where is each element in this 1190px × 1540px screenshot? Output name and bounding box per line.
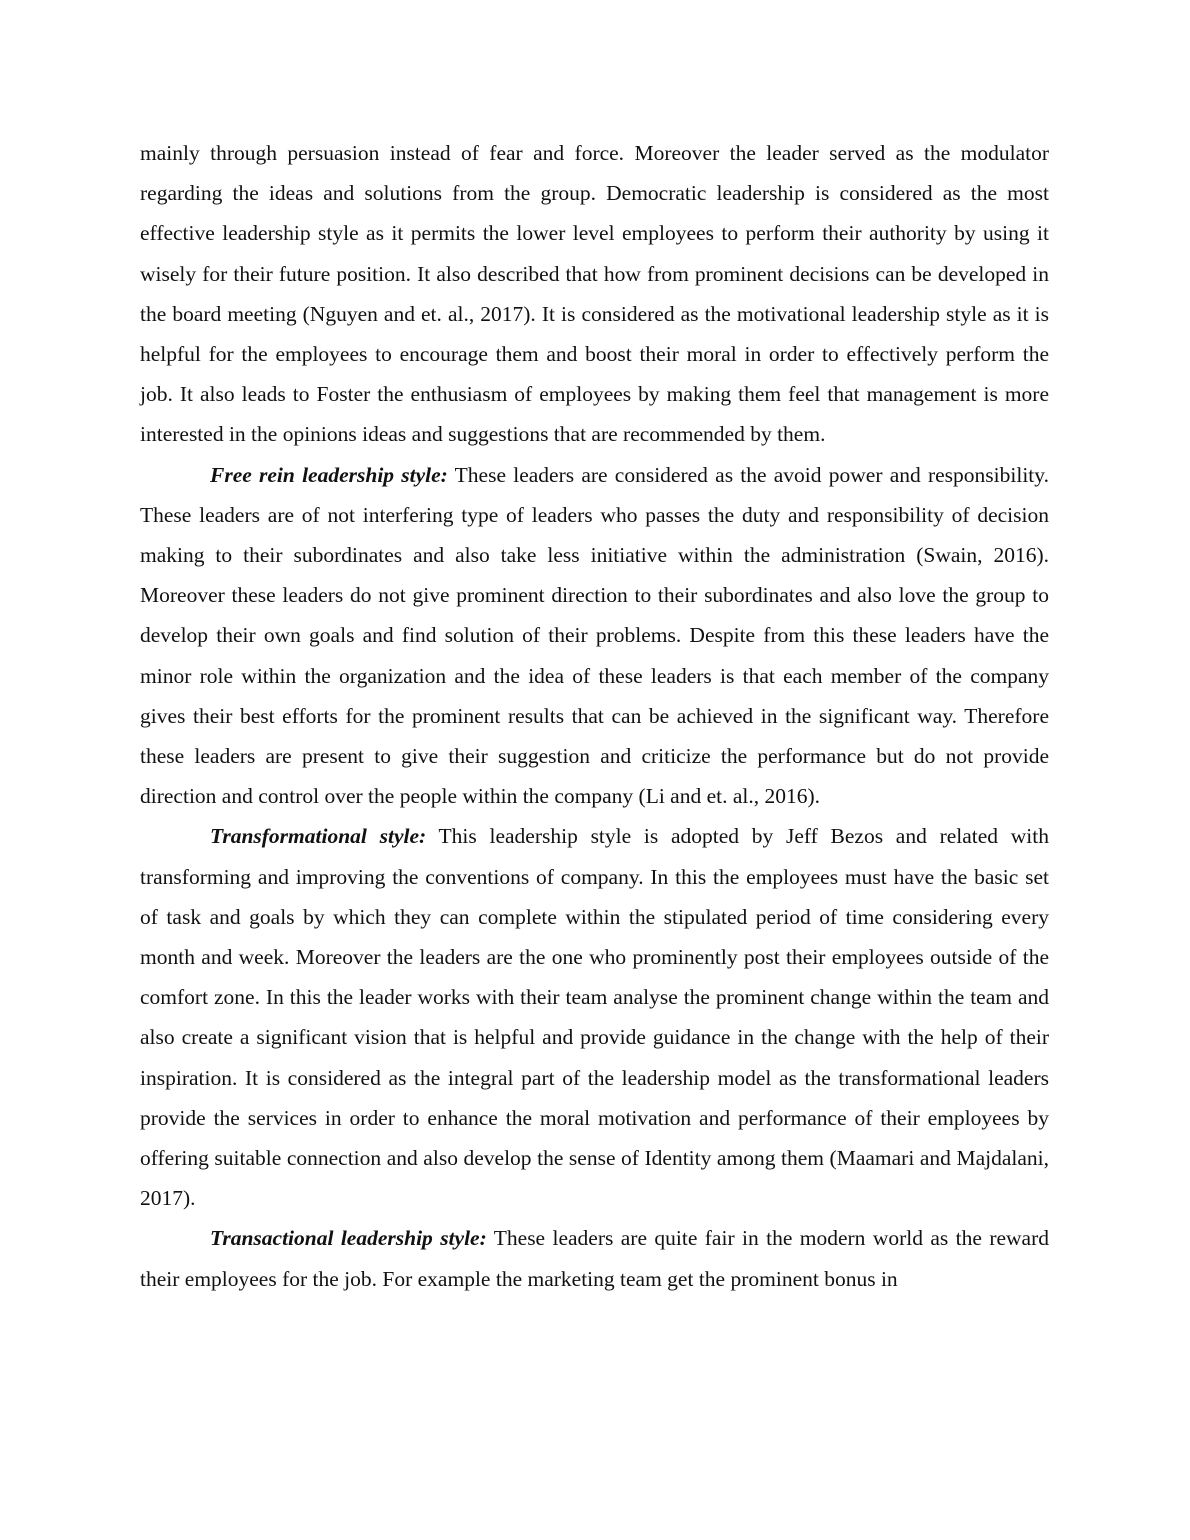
section-heading-free-rein: Free rein leadership style: xyxy=(210,462,448,487)
section-heading-transformational: Transformational style: xyxy=(210,824,427,849)
paragraph-democratic-continued xyxy=(140,133,1049,455)
paragraph-text: These leaders are quite fair in the modern world as the reward their employees for the job. For example the marketing team get the prominent bonus in xyxy=(140,1226,1050,1291)
paragraph-free-rein xyxy=(140,455,1049,817)
paragraph-text: These leaders are considered as the avoid power and responsibility. These leaders are of not interfering type of leaders who passes the duty and responsibility of decision making to their subordinates and also take less initiative within the administration (Swain, 2016). Moreover these leaders do not give prominent direction to their subordinates and also love the group to develop their own goals and find solution of their problems. Despite from this these leaders have the minor role within the organization and the idea of these leaders is that each member of the company gives their best efforts for the prominent results that can be achieved in the significant way. Therefore these leaders are present to give their suggestion and criticize the performance but do not provide direction and control over the people within the company (Li and et. al., 2016). xyxy=(140,462,1049,809)
paragraph-transformational xyxy=(140,816,1049,1218)
section-heading-transactional: Transactional leadership style: xyxy=(210,1226,487,1251)
page-body xyxy=(140,133,1049,1299)
paragraph-text: This leadership style is adopted by Jeff Bezos and related with transforming and improving the conventions of company. In this the employees must have the basic set of task and goals by which they can complete within the stipulated period of time considering every month and week. Moreover the leaders are the one who prominently post their employees outside of the comfort zone. In this the leader works with their team analyse the prominent change within the team and also create a significant vision that is helpful and provide guidance in the change with the help of their inspiration. It is considered as the integral part of the leadership model as the transformational leaders provide the services in order to enhance the moral motivation and performance of their employees by offering suitable connection and also develop the sense of Identity among them (Maamari and Majdalani, 2017). xyxy=(140,824,1050,1211)
paragraph-text: mainly through persuasion instead of fear and force. Moreover the leader served as the modulator regarding the ideas and solutions from the group. Democratic leadership is considered as the most effective leadership style as it permits the lower level employees to perform their authority by using it wisely for their future position. It also described that how from prominent decisions can be developed in the board meeting (Nguyen and et. al., 2017). It is considered as the motivational leadership style as it is helpful for the employees to encourage them and boost their moral in order to effectively perform the job. It also leads to Foster the enthusiasm of employees by making them feel that management is more interested in the opinions ideas and suggestions that are recommended by them. xyxy=(140,141,1049,447)
paragraph-transactional xyxy=(140,1218,1049,1298)
